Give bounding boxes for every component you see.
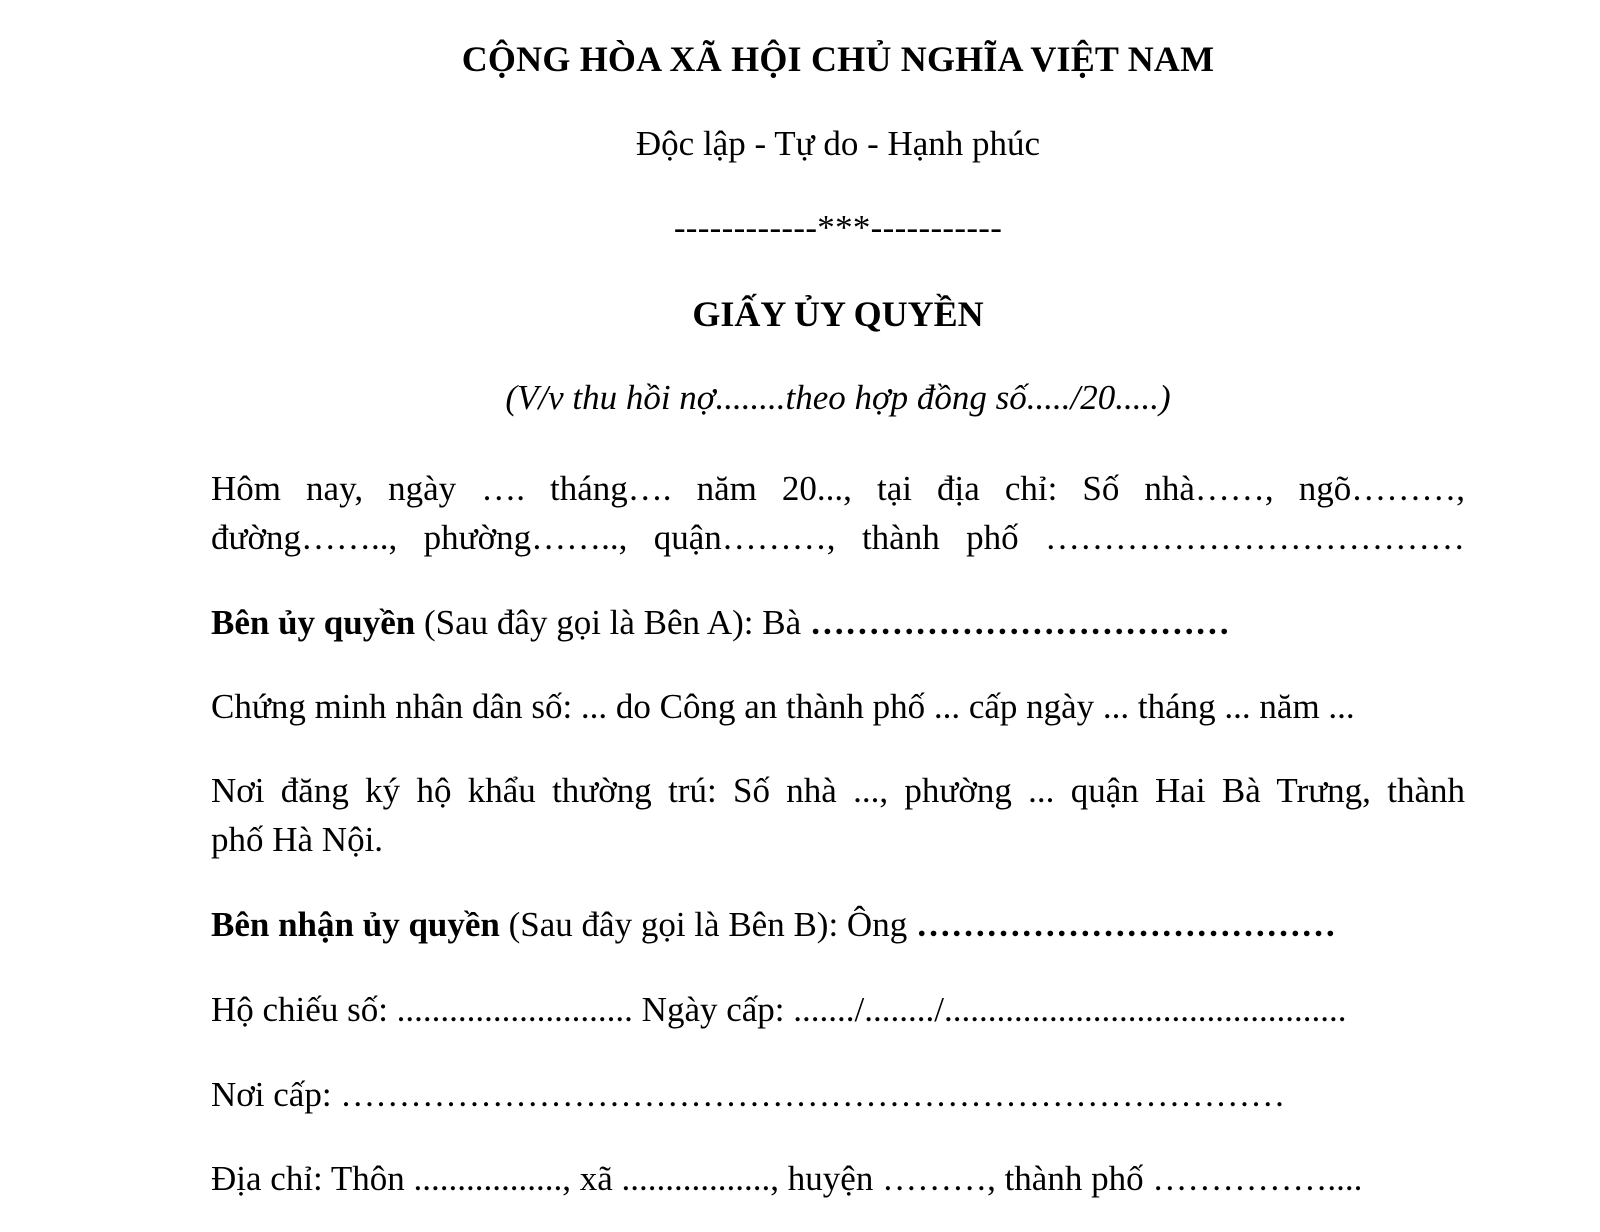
- id-card-paragraph: [211, 682, 1465, 731]
- passport-paragraph: [211, 985, 1465, 1034]
- party-b-label: Bên nhận ủy quyền: [211, 905, 500, 944]
- document-subtitle: (V/v thu hồi nợ........theo hợp đồng số...../20.....): [505, 378, 1171, 417]
- issue-place-paragraph: [211, 1070, 1465, 1119]
- party-b-text: (Sau đây gọi là Bên B): Ông: [499, 905, 916, 944]
- residence-line-1: Nơi đăng ký hộ khẩu thường trú: Số nhà ..., phường ... quận Hai Bà Trưng, thành: [211, 771, 1465, 810]
- residence-line-2: phố Hà Nội.: [211, 820, 384, 859]
- separator-line: ------------***-----------: [673, 208, 1003, 247]
- residence-paragraph: [211, 766, 1465, 864]
- party-b-paragraph: [211, 900, 1465, 949]
- passport-line: Hộ chiếu số: ........................... Ngày cấp: ......./......../..............................................: [211, 990, 1347, 1029]
- address-paragraph: [211, 1154, 1465, 1203]
- intro-line-1: Hôm nay, ngày …. tháng…. năm 20..., tại địa chỉ: Số nhà……, ngõ………,: [211, 469, 1465, 508]
- nation-heading: CỘNG HÒA XÃ HỘI CHỦ NGHĨA VIỆT NAM: [461, 39, 1215, 79]
- party-b-name-blank: ………………………………: [915, 905, 1336, 944]
- party-b-line: [211, 900, 1465, 949]
- id-card-line: Chứng minh nhân dân số: ... do Công an thành phố ... cấp ngày ... tháng ... năm ...: [211, 687, 1355, 726]
- motto: Độc lập - Tự do - Hạnh phúc: [635, 124, 1041, 163]
- intro-line-2: đường…….., phường…….., quận………, thành phố ………………………………: [211, 518, 1465, 557]
- document-title: GIẤY ỦY QUYỀN: [692, 294, 984, 334]
- issue-place-line: Nơi cấp: ………………………………………………………………………: [211, 1075, 1286, 1114]
- party-a-text: (Sau đây gọi là Bên A): Bà: [415, 603, 810, 642]
- party-a-name-blank: ………………………………: [809, 603, 1230, 642]
- party-a-paragraph: [211, 598, 1465, 647]
- party-a-line: [211, 598, 1465, 647]
- intro-paragraph: [211, 464, 1465, 562]
- party-a-label: Bên ủy quyền: [211, 603, 416, 642]
- address-line: Địa chỉ: Thôn ................., xã ................., huyện ………, thành phố ……………....: [211, 1159, 1363, 1198]
